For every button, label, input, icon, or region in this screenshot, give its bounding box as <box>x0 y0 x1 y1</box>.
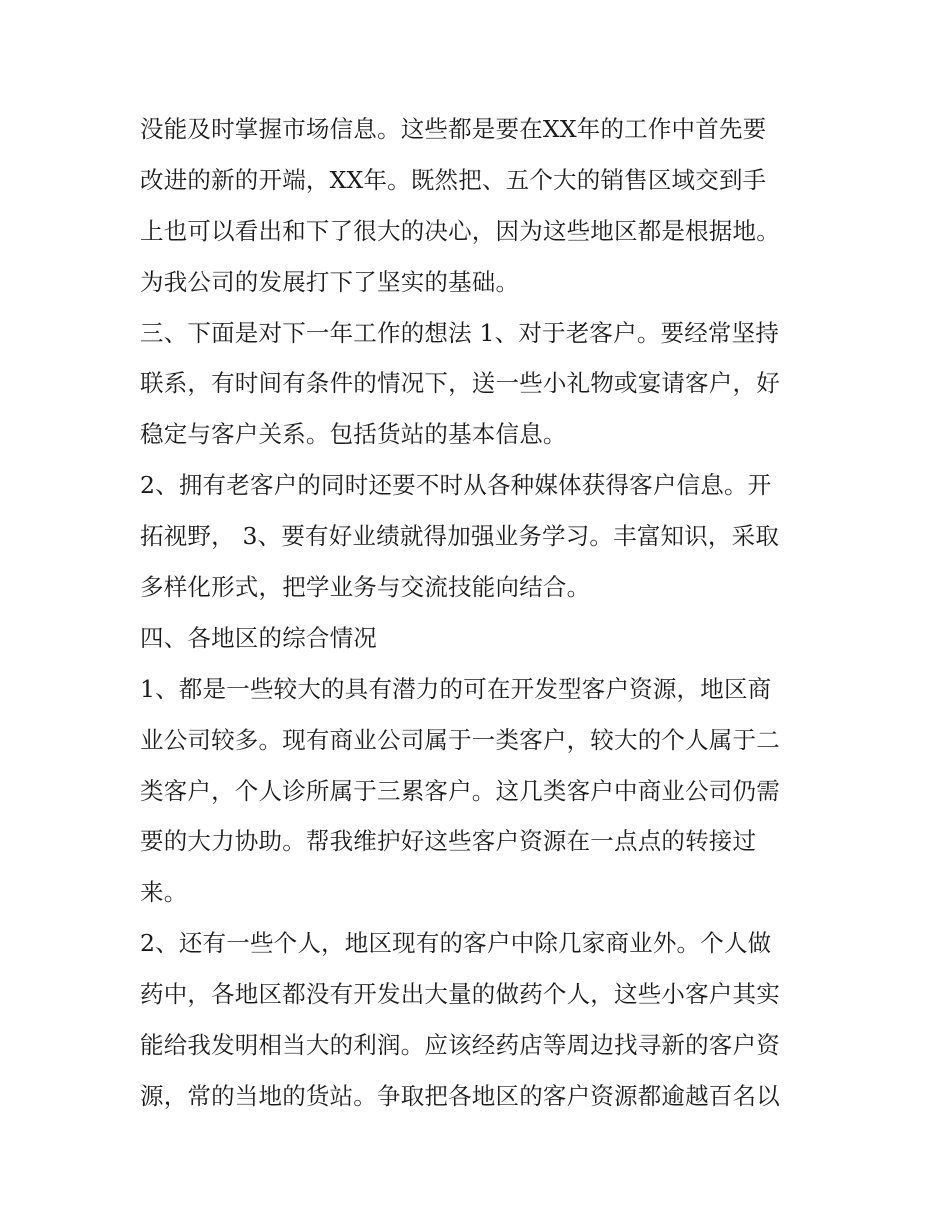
document-body <box>140 104 820 1122</box>
text-line: 要的大力协助。帮我维护好这些客户资源在一点点的转接过 <box>140 827 757 856</box>
text-line: 为我公司的发展打下了坚实的基础。 <box>140 267 520 296</box>
section-heading: 四、各地区的综合情况 <box>140 623 377 652</box>
text-line: 联系，有时间有条件的情况下，送一些小礼物或宴请客户，好 <box>140 369 780 398</box>
text-line: 类客户，个人诊所属于三累客户。这几类客户中商业公司仍需 <box>140 776 780 805</box>
text-line: 2、还有一些个人，地区现有的客户中除几家商业外。个人做 <box>140 929 772 958</box>
text-line: 业公司较多。现有商业公司属于一类客户，较大的个人属于二 <box>140 725 780 754</box>
text-line: 来。 <box>140 878 188 907</box>
text-line: 1、都是一些较大的具有潜力的可在开发型客户资源，地区商 <box>140 674 772 703</box>
text-line: 改进的新的开端，XX年。既然把、五个大的销售区域交到手 <box>140 165 767 194</box>
text-line: 上也可以看出和下了很大的决心，因为这些地区都是根据地。 <box>140 216 780 245</box>
section-heading-line: 三、下面是对下一年工作的想法 1、对于老客户。要经常坚持 <box>140 318 780 347</box>
text-line: 源，常的当地的货站。争取把各地区的客户资源都逾越百名以 <box>140 1081 780 1110</box>
text-line: 稳定与客户关系。包括货站的基本信息。 <box>140 420 567 449</box>
text-line: 多样化形式，把学业务与交流技能向结合。 <box>140 573 591 602</box>
text-line: 拓视野， 3、要有好业绩就得加强业务学习。丰富知识，采取 <box>140 522 780 551</box>
text-line: 没能及时掌握市场信息。这些都是要在XX年的工作中首先要 <box>140 115 767 143</box>
text-line: 能给我发明相当大的利润。应该经药店等周边找寻新的客户资 <box>140 1031 780 1060</box>
text-line: 2、拥有老客户的同时还要不时从各种媒体获得客户信息。开 <box>140 471 772 500</box>
text-line: 药中，各地区都没有开发出大量的做药个人，这些小客户其实 <box>140 980 780 1009</box>
